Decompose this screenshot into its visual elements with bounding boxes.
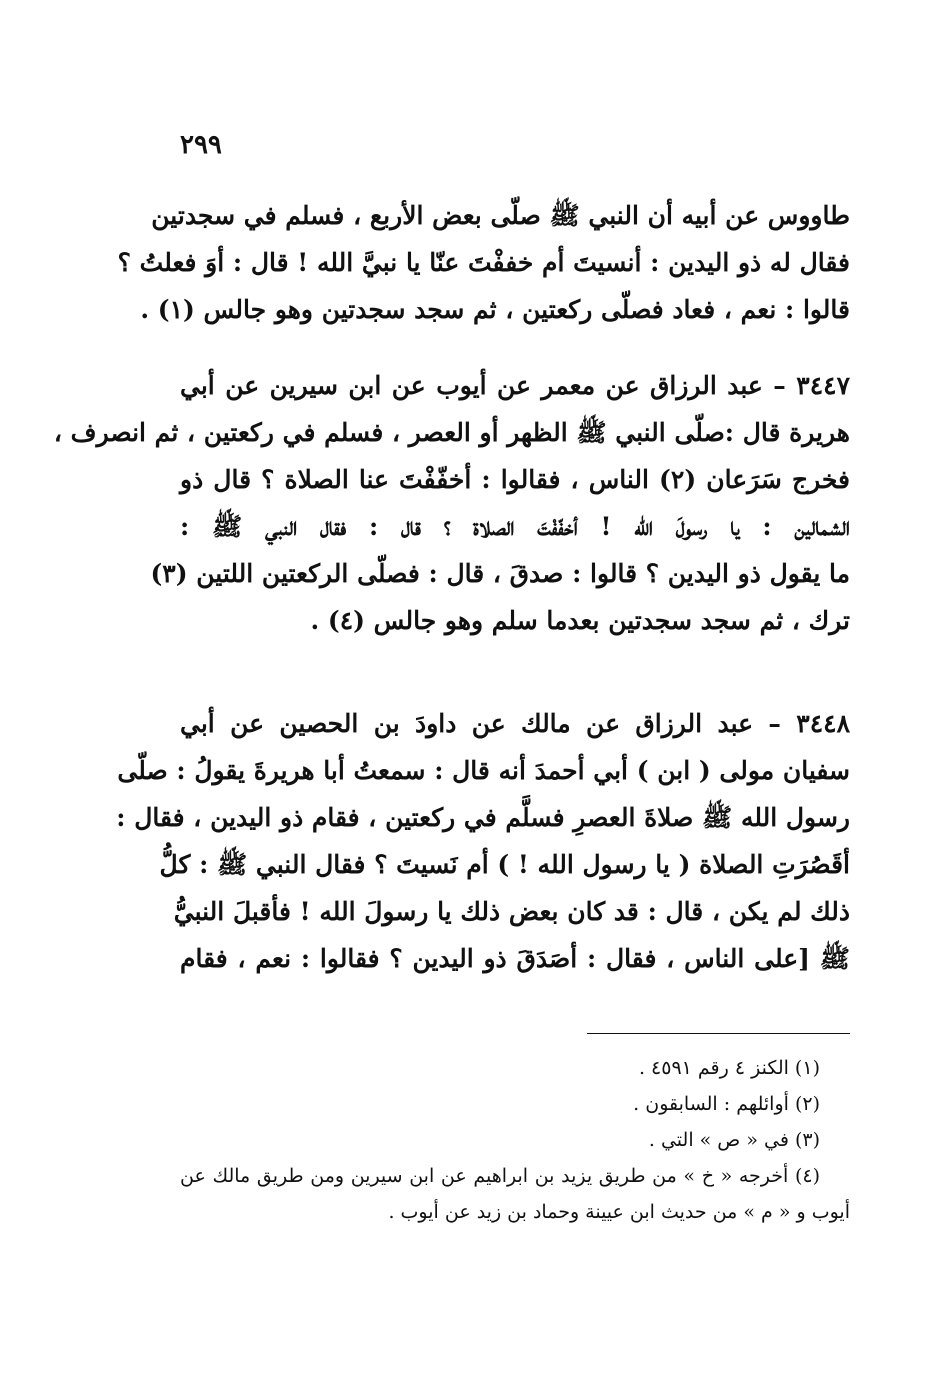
- text-line: طاووس عن أبيه أن النبي ﷺ صلّى بعض الأربع ، فسلم في سجدتين: [151, 201, 850, 230]
- footnote-1: (١) الكنز ٤ رقم ٤٥٩١ .: [638, 1057, 820, 1079]
- footnotes: [180, 1050, 850, 1230]
- footnote-3: (٣) في « ص » التي .: [648, 1129, 820, 1151]
- text-line: فقال له ذو اليدين : أنسيتَ أم خففْتَ عنّا يا نبيَّ الله ! قال : أوَ فعلتُ ؟: [117, 248, 850, 277]
- text-line: قالوا : نعم ، فعاد فصلّى ركعتين ، ثم سجد سجدتين وهو جالس (١) .: [140, 295, 850, 324]
- paragraph-1: [117, 192, 850, 333]
- footnote-2: (٢) أوائلهم : السابقون .: [633, 1093, 820, 1115]
- text-line: ما يقول ذو اليدين ؟ قالوا : صدقَ ، قال : فصلّى الركعتين اللتين (٣): [150, 559, 850, 588]
- hadith-3447: [53, 362, 850, 644]
- text-line: فخرج سَرَعان (٢) الناس ، فقالوا : أخفّفْتَ عنا الصلاة ؟ قال ذو: [180, 465, 850, 494]
- text-line: أقَصُرَتِ الصلاة ( يا رسول الله ! ) أم نَسيتَ ؟ فقال النبي ﷺ : كلُّ: [159, 850, 850, 879]
- footnote-4: (٤) أخرجه « خ » من طريق يزيد بن ابراهيم عن ابن سيرين ومن طريق مالك عن: [180, 1165, 820, 1187]
- text-line: ٣٤٤٨ – عبد الرزاق عن مالك عن داودَ بن الحصين عن أبي: [180, 709, 850, 738]
- text-line: رسول الله ﷺ صلاةَ العصرِ فسلَّم في ركعتين ، فقام ذو اليدين ، فقال :: [116, 803, 850, 832]
- hadith-3448: [116, 700, 850, 982]
- text-line: ٣٤٤٧ – عبد الرزاق عن معمر عن أيوب عن ابن سيرين عن أبي: [180, 371, 850, 400]
- footnote-divider: [587, 1033, 850, 1034]
- page-number: ٢٩٩: [180, 130, 222, 160]
- text-line: الشمالين : يا رسولَ الله ! أخفّفْتَ الصلاة ؟ قال : فقال النبي ﷺ :: [180, 512, 850, 541]
- text-line: هريرة قال :صلّى النبي ﷺ الظهر أو العصر ، فسلم في ركعتين ، ثم انصرف ،: [53, 418, 850, 447]
- footnote-4-continued: أيوب و « م » من حديث ابن عيينة وحماد بن زيد عن أيوب .: [388, 1201, 850, 1223]
- text-line: سفيان مولى ( ابن ) أبي أحمدَ أنه قال : سمعتُ أبا هريرةَ يقولُ : صلّى: [117, 756, 850, 785]
- text-line: ذلك لم يكن ، قال : قد كان بعض ذلك يا رسولَ الله ! فأقبلَ النبيُّ: [173, 897, 850, 926]
- text-line: ترك ، ثم سجد سجدتين بعدما سلم وهو جالس (٤) .: [310, 606, 850, 635]
- text-line: ﷺ [على الناس ، فقال : أصَدَقَ ذو اليدين ؟ فقالوا : نعم ، فقام: [180, 944, 850, 973]
